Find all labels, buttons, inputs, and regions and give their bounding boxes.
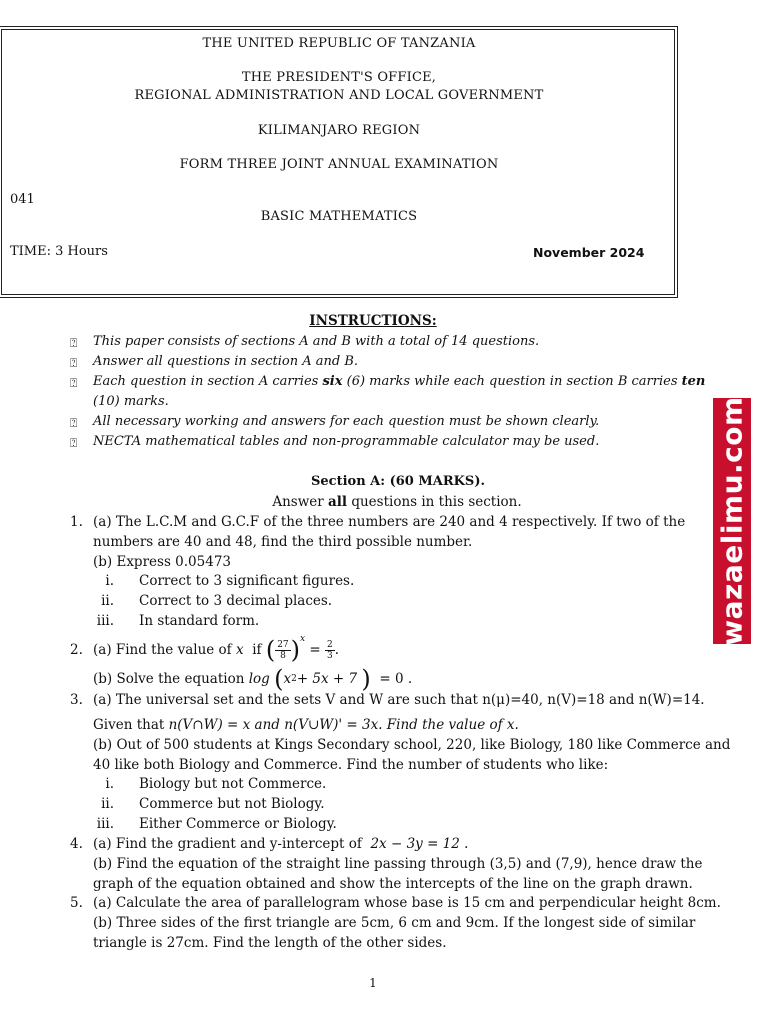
question-number: 2. bbox=[70, 642, 83, 658]
q5-b-line2: triangle is 27cm. Find the length of the other sides. bbox=[93, 935, 447, 951]
roman-numeral: ii. bbox=[101, 796, 114, 812]
q2-b-rest: + 5x + 7 bbox=[296, 671, 358, 687]
instruction-item: Answer all questions in section A and B. bbox=[93, 354, 359, 369]
q4-a-text: (a) Find the gradient and y-intercept of bbox=[93, 836, 362, 852]
instruction-text: Each question in section A carries bbox=[93, 374, 319, 389]
q3-sub-item: Either Commerce or Biology. bbox=[139, 816, 337, 832]
watermark-text: wazaelimu.com bbox=[715, 396, 749, 646]
fraction-denominator: 3 bbox=[327, 650, 333, 661]
subject-title: BASIC MATHEMATICS bbox=[260, 209, 418, 224]
equals: = bbox=[309, 642, 321, 658]
q3-sub-item: Biology but not Commerce. bbox=[139, 776, 327, 792]
q1-a-line2: numbers are 40 and 48, find the third possible number. bbox=[93, 534, 473, 550]
question-number: 5. bbox=[70, 895, 83, 911]
bullet-icon: ⍰ bbox=[70, 356, 78, 370]
question-number: 3. bbox=[70, 692, 83, 708]
exam-date: November 2024 bbox=[533, 245, 645, 260]
section-a-subtitle bbox=[0, 494, 768, 510]
watermark-badge bbox=[713, 398, 751, 644]
roman-numeral: i. bbox=[105, 573, 114, 589]
question-number: 1. bbox=[70, 514, 83, 530]
paren-close: ) bbox=[290, 636, 301, 664]
office-line-1: THE PRESIDENT'S OFFICE, bbox=[241, 70, 437, 85]
q4-a-math: 2x − 3y = 12 . bbox=[370, 836, 469, 852]
bullet-icon: ⍰ bbox=[70, 336, 78, 350]
q3-a-math: n(V∩W) = x and n(V∪W)' = 3x. Find the value of x. bbox=[168, 717, 519, 733]
section-a-sub-bold: all bbox=[328, 494, 348, 510]
instruction-item-marks bbox=[93, 374, 705, 389]
roman-numeral: ii. bbox=[101, 593, 114, 609]
q4-b-line2: graph of the equation obtained and show the intercepts of the line on the graph drawn. bbox=[93, 876, 693, 892]
section-a-sub-pre: Answer bbox=[272, 494, 329, 510]
instruction-item-end: (10) marks. bbox=[93, 394, 169, 409]
instruction-text-mid: marks while each question in section B carries bbox=[365, 374, 682, 389]
q1-b: (b) Express 0.05473 bbox=[93, 554, 231, 570]
q1-sub-item: Correct to 3 significant figures. bbox=[139, 573, 355, 589]
q1-a-line1: (a) The L.C.M and G.C.F of the three numbers are 240 and 4 respectively. If two of the bbox=[93, 514, 686, 530]
instruction-item: All necessary working and answers for each question must be shown clearly. bbox=[93, 414, 600, 429]
q1-sub-item: Correct to 3 decimal places. bbox=[139, 593, 333, 609]
marks-six-paren: (6) bbox=[346, 374, 366, 389]
q2-b-text: (b) Solve the equation bbox=[93, 671, 249, 687]
roman-numeral: iii. bbox=[96, 816, 114, 832]
q3-a-line2 bbox=[93, 717, 519, 733]
instruction-item: NECTA mathematical tables and non-programmable calculator may be used. bbox=[93, 434, 600, 449]
exponent: x bbox=[300, 634, 306, 644]
section-a-sub-post: questions in this section. bbox=[347, 494, 522, 510]
q2-b-eq: = 0 . bbox=[379, 671, 413, 687]
q2-b bbox=[93, 666, 412, 692]
q3-b-line1: (b) Out of 500 students at Kings Secondary school, 220, like Biology, 180 like Commerce and bbox=[93, 737, 731, 753]
roman-numeral: iii. bbox=[96, 613, 114, 629]
fraction bbox=[275, 640, 290, 661]
q2-a-if: if bbox=[252, 642, 262, 658]
roman-numeral: i. bbox=[105, 776, 114, 792]
q4-b-line1: (b) Find the equation of the straight line passing through (3,5) and (7,9), hence draw the bbox=[93, 856, 703, 872]
q3-a-given: Given that bbox=[93, 717, 165, 733]
exam-time: TIME: 3 Hours bbox=[10, 244, 108, 259]
page-number: 1 bbox=[369, 976, 377, 990]
subject-code: 041 bbox=[10, 192, 35, 207]
bullet-icon: ⍰ bbox=[70, 376, 78, 390]
q2-b-log: log bbox=[248, 671, 270, 687]
section-a-title: Section A: (60 MARKS). bbox=[311, 474, 485, 489]
q2-a: (a) Find the value of x if ( $\frac{27}{8}$ ) x = $\frac{2}{3}$ . bbox=[93, 634, 340, 664]
q4-a bbox=[93, 836, 468, 852]
paren-close: ) bbox=[361, 665, 371, 693]
bullet-icon: ⍰ bbox=[70, 436, 78, 450]
marks-ten: ten bbox=[681, 374, 706, 389]
q3-a-line1: (a) The universal set and the sets V and W are such that n(μ)=40, n(V)=18 and n(W)=14. bbox=[93, 692, 705, 708]
office-line-2: REGIONAL ADMINISTRATION AND LOCAL GOVERNMENT bbox=[134, 88, 544, 103]
bullet-icon: ⍰ bbox=[70, 416, 78, 430]
exam-title: FORM THREE JOINT ANNUAL EXAMINATION bbox=[179, 157, 499, 172]
q2-a-var: x bbox=[235, 642, 244, 658]
q3-b-line2: 40 like both Biology and Commerce. Find the number of students who like: bbox=[93, 757, 609, 773]
country-title: THE UNITED REPUBLIC OF TANZANIA bbox=[202, 36, 476, 51]
q2-b-expr: x bbox=[283, 671, 292, 687]
q3-sub-item: Commerce but not Biology. bbox=[139, 796, 325, 812]
q2-a-text: (a) Find the value of bbox=[93, 642, 232, 658]
fraction-numerator: 2 bbox=[327, 639, 333, 650]
q5-b-line1: (b) Three sides of the first triangle are 5cm, 6 cm and 9cm. If the longest side of similar bbox=[93, 915, 696, 931]
q2-b-square: 2 bbox=[291, 674, 297, 684]
marks-six: six bbox=[322, 374, 343, 389]
region: KILIMANJARO REGION bbox=[257, 123, 421, 138]
fraction bbox=[325, 640, 335, 661]
q5-a: (a) Calculate the area of parallelogram whose base is 15 cm and perpendicular height 8cm. bbox=[93, 895, 721, 911]
question-number: 4. bbox=[70, 836, 83, 852]
q1-sub-item: In standard form. bbox=[139, 613, 260, 629]
fraction-numerator: 27 bbox=[277, 639, 289, 650]
paren-open: ( bbox=[265, 636, 276, 664]
fraction-denominator: 8 bbox=[280, 650, 286, 661]
paren-open: ( bbox=[274, 665, 284, 693]
instructions-title: INSTRUCTIONS: bbox=[309, 313, 437, 329]
instruction-item: This paper consists of sections A and B with a total of 14 questions. bbox=[93, 334, 540, 349]
